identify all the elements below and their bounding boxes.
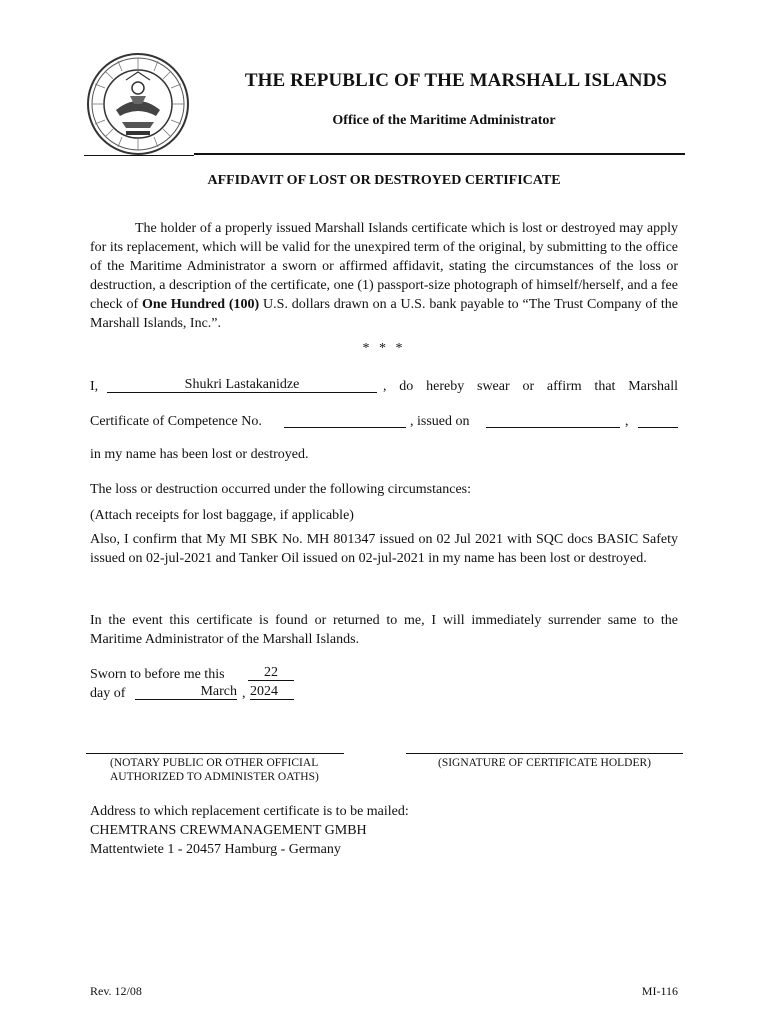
issued-on-field[interactable]: [486, 412, 620, 428]
office-subtitle: Office of the Maritime Administrator: [332, 113, 556, 128]
lost-statement: in my name has been lost or destroyed.: [90, 447, 309, 462]
day-of-label: day of: [90, 686, 126, 701]
section-separator: * * *: [362, 341, 406, 356]
republic-title: THE REPUBLIC OF THE MARSHALL ISLANDS: [244, 70, 668, 91]
notary-label-2: AUTHORIZED TO ADMINISTER OATHS): [110, 771, 319, 783]
circumstances-statement[interactable]: Also, I confirm that My MI SBK No. MH 801347 issued on 02 Jul 2021 with SQC docs BASIC Safety issued on 02-jul-2021 and Tanker Oil issued on 02-jul-2021 in my name has been lost or destroyed.: [90, 532, 678, 566]
header-rule-left: [84, 155, 194, 156]
mailing-company: CHEMTRANS CREWMANAGEMENT GMBH: [90, 823, 367, 838]
intro-paragraph: [90, 219, 678, 333]
sworn-year-field[interactable]: 2024: [250, 684, 294, 700]
declaration-prefix: I,: [90, 379, 99, 394]
form-number: MI-116: [641, 984, 678, 998]
sworn-month-field[interactable]: March: [135, 684, 237, 700]
sworn-label: Sworn to before me this: [90, 667, 225, 682]
revision-label: Rev. 12/08: [90, 984, 142, 998]
holder-name-field[interactable]: Shukri Lastakanidze: [107, 377, 377, 393]
certificate-number-field[interactable]: [284, 412, 406, 428]
notary-signature-line[interactable]: [86, 753, 344, 754]
certificate-label: Certificate of Competence No.: [90, 414, 262, 429]
intro-text-2: U.S. dollars drawn on a U.S. bank payable to “The Trust Company of the Marshall Islands, Inc.”.: [90, 297, 678, 331]
fee-amount: One Hundred (100): [142, 297, 260, 312]
header-rule: [194, 153, 685, 155]
swear-text: , do hereby swear or affirm that Marshall: [383, 379, 678, 394]
mailing-label: Address to which replacement certificate is to be mailed:: [90, 804, 409, 819]
issued-year-field[interactable]: [638, 412, 678, 428]
sworn-day-field[interactable]: 22: [248, 665, 294, 681]
holder-signature-line[interactable]: [406, 753, 683, 754]
marshall-islands-seal-icon: [86, 52, 190, 156]
surrender-statement: In the event this certificate is found or returned to me, I will immediately surrender same to the Maritime Administrator of the Marshall Islands.: [90, 613, 678, 647]
attach-receipts-note: (Attach receipts for lost baggage, if applicable): [90, 508, 354, 523]
intro-text-1: The holder of a properly issued Marshall Islands certificate which is lost or destroyed may apply for its replacement, which will be valid for the unexpired term of the original, by submitting to the office of the Maritime Administrator a sworn or affirmed affidavit, stating the circumstances of the loss or destruction, a description of the certificate, one (1) passport-size photograph of himself/herself, and a fee check of: [90, 221, 678, 312]
mailing-address: Mattentwiete 1 - 20457 Hamburg - Germany: [90, 842, 341, 857]
notary-label-1: (NOTARY PUBLIC OR OTHER OFFICIAL: [110, 757, 319, 769]
affidavit-title: AFFIDAVIT OF LOST OR DESTROYED CERTIFICATE: [207, 173, 561, 188]
issued-comma: ,: [625, 414, 629, 429]
issued-on-label: , issued on: [410, 414, 470, 429]
holder-signature-label: (SIGNATURE OF CERTIFICATE HOLDER): [437, 757, 651, 769]
sworn-comma: ,: [242, 686, 246, 701]
circumstances-intro: The loss or destruction occurred under the following circumstances:: [90, 482, 471, 497]
